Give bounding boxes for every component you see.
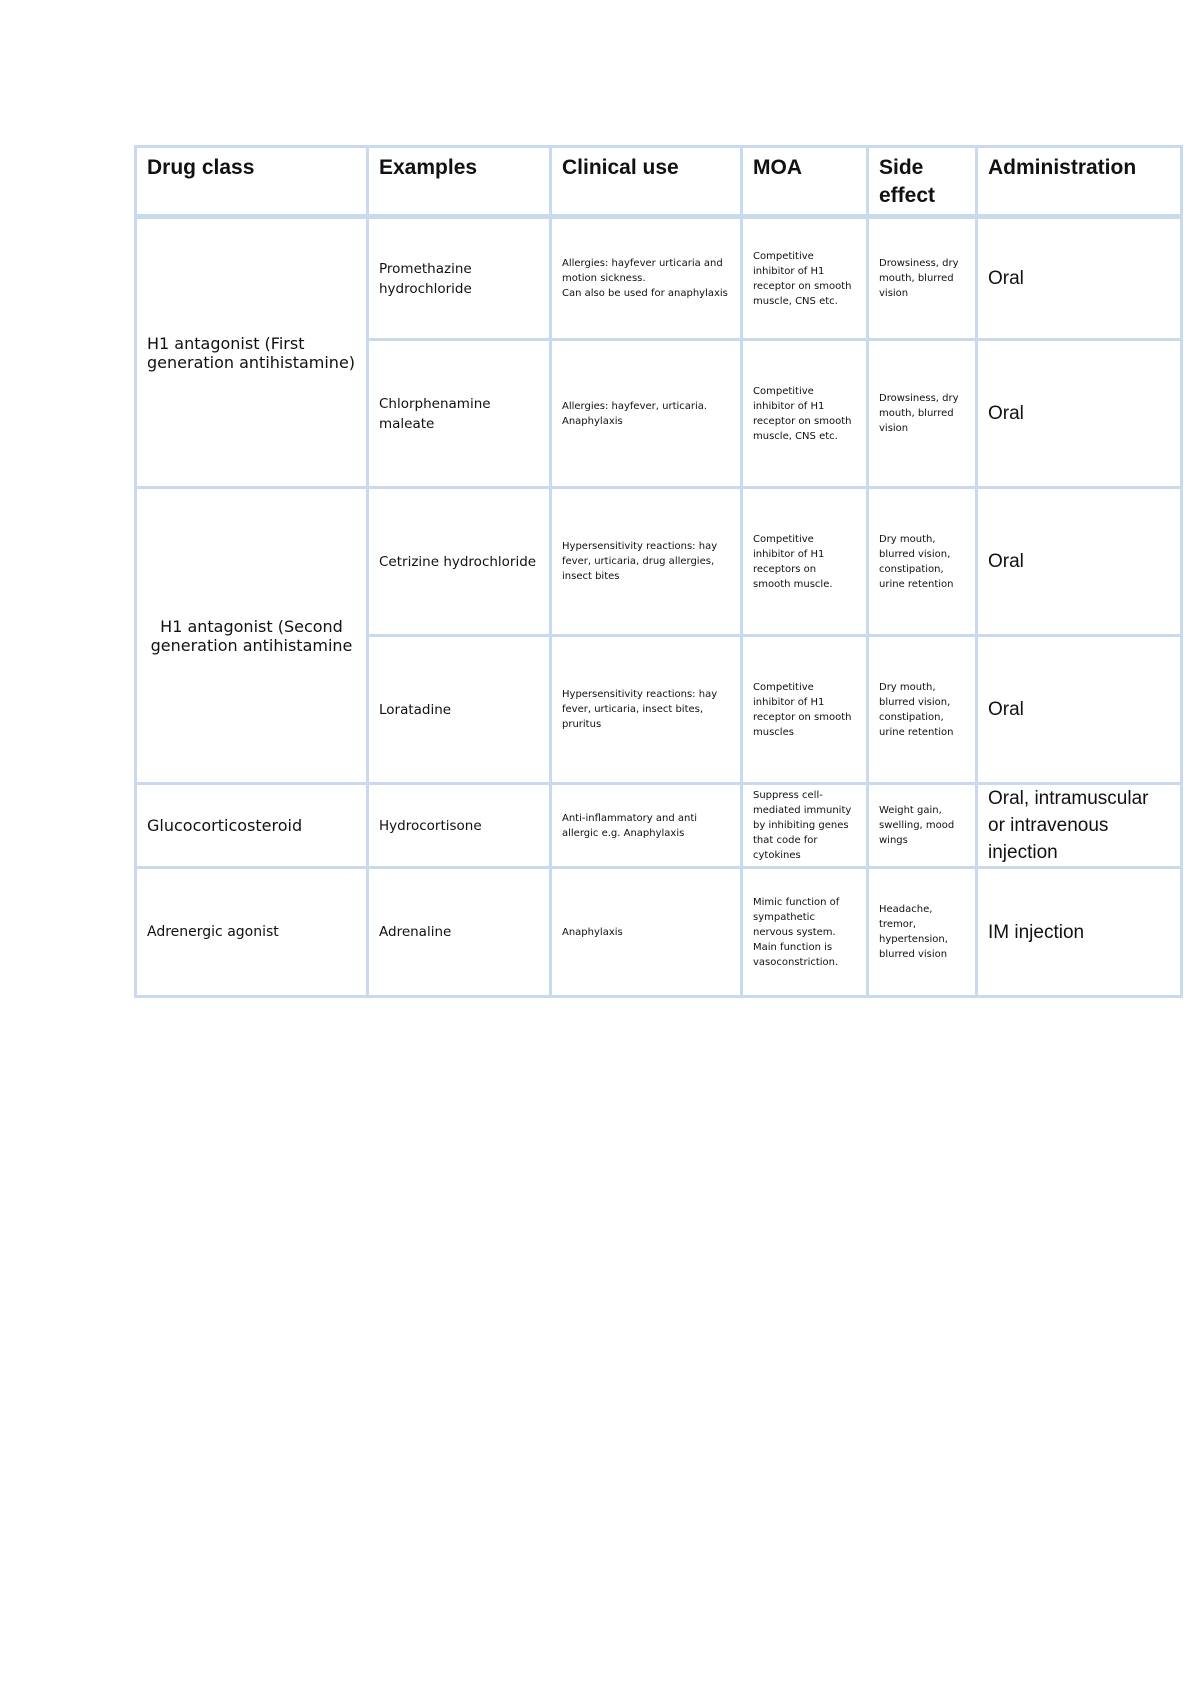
drug-table xyxy=(134,145,1183,998)
moa-cell: Competitive inhibitor of H1 receptor on smooth muscle, CNS etc. xyxy=(742,340,868,488)
header-moa: MOA xyxy=(742,147,868,217)
moa-cell: Mimic function of sympathetic nervous system. Main function is vasoconstriction. xyxy=(742,868,868,997)
table-row xyxy=(136,868,1182,997)
example-cell: Chlorphenamine maleate xyxy=(368,340,551,488)
header-clinical-use: Clinical use xyxy=(551,147,742,217)
side-effect-cell: Drowsiness, dry mouth, blurred vision xyxy=(868,340,977,488)
clinical-use-cell: Anti-inflammatory and anti allergic e.g. Anaphylaxis xyxy=(551,784,742,868)
header-administration: Administration xyxy=(977,147,1182,217)
table-row xyxy=(136,217,1182,340)
administration-cell: Oral xyxy=(977,488,1182,636)
side-effect-cell: Weight gain, swelling, mood wings xyxy=(868,784,977,868)
example-cell: Adrenaline xyxy=(368,868,551,997)
clinical-use-cell: Hypersensitivity reactions: hay fever, urticaria, drug allergies, insect bites xyxy=(551,488,742,636)
table-header-row xyxy=(136,147,1182,217)
administration-cell: Oral xyxy=(977,340,1182,488)
drug-class-cell: Adrenergic agonist xyxy=(136,868,368,997)
moa-cell: Competitive inhibitor of H1 receptors on smooth muscle. xyxy=(742,488,868,636)
moa-cell: Suppress cell-mediated immunity by inhibiting genes that code for cytokines xyxy=(742,784,868,868)
table-row xyxy=(136,784,1182,868)
drug-class-cell: H1 antagonist (First generation antihistamine) xyxy=(136,217,368,488)
header-examples: Examples xyxy=(368,147,551,217)
moa-cell: Competitive inhibitor of H1 receptor on smooth muscle, CNS etc. xyxy=(742,217,868,340)
administration-cell: IM injection xyxy=(977,868,1182,997)
example-cell: Promethazine hydrochloride xyxy=(368,217,551,340)
administration-cell: Oral xyxy=(977,636,1182,784)
clinical-use-cell: Hypersensitivity reactions: hay fever, urticaria, insect bites, pruritus xyxy=(551,636,742,784)
example-cell: Loratadine xyxy=(368,636,551,784)
example-cell: Cetrizine hydrochloride xyxy=(368,488,551,636)
example-cell: Hydrocortisone xyxy=(368,784,551,868)
side-effect-cell: Headache, tremor, hypertension, blurred vision xyxy=(868,868,977,997)
header-drug-class: Drug class xyxy=(136,147,368,217)
side-effect-cell: Dry mouth, blurred vision, constipation, urine retention xyxy=(868,636,977,784)
moa-cell: Competitive inhibitor of H1 receptor on smooth muscles xyxy=(742,636,868,784)
side-effect-cell: Dry mouth, blurred vision, constipation, urine retention xyxy=(868,488,977,636)
drug-class-cell: Glucocorticosteroid xyxy=(136,784,368,868)
header-side-effect: Side effect xyxy=(868,147,977,217)
clinical-use-cell: Allergies: hayfever, urticaria. Anaphylaxis xyxy=(551,340,742,488)
clinical-use-cell: Allergies: hayfever urticaria and motion sickness. Can also be used for anaphylaxis xyxy=(551,217,742,340)
clinical-use-cell: Anaphylaxis xyxy=(551,868,742,997)
administration-cell: Oral xyxy=(977,217,1182,340)
administration-cell: Oral, intramuscular or intravenous injection xyxy=(977,784,1182,868)
table-row xyxy=(136,488,1182,636)
drug-class-cell: H1 antagonist (Second generation antihistamine xyxy=(136,488,368,784)
side-effect-cell: Drowsiness, dry mouth, blurred vision xyxy=(868,217,977,340)
